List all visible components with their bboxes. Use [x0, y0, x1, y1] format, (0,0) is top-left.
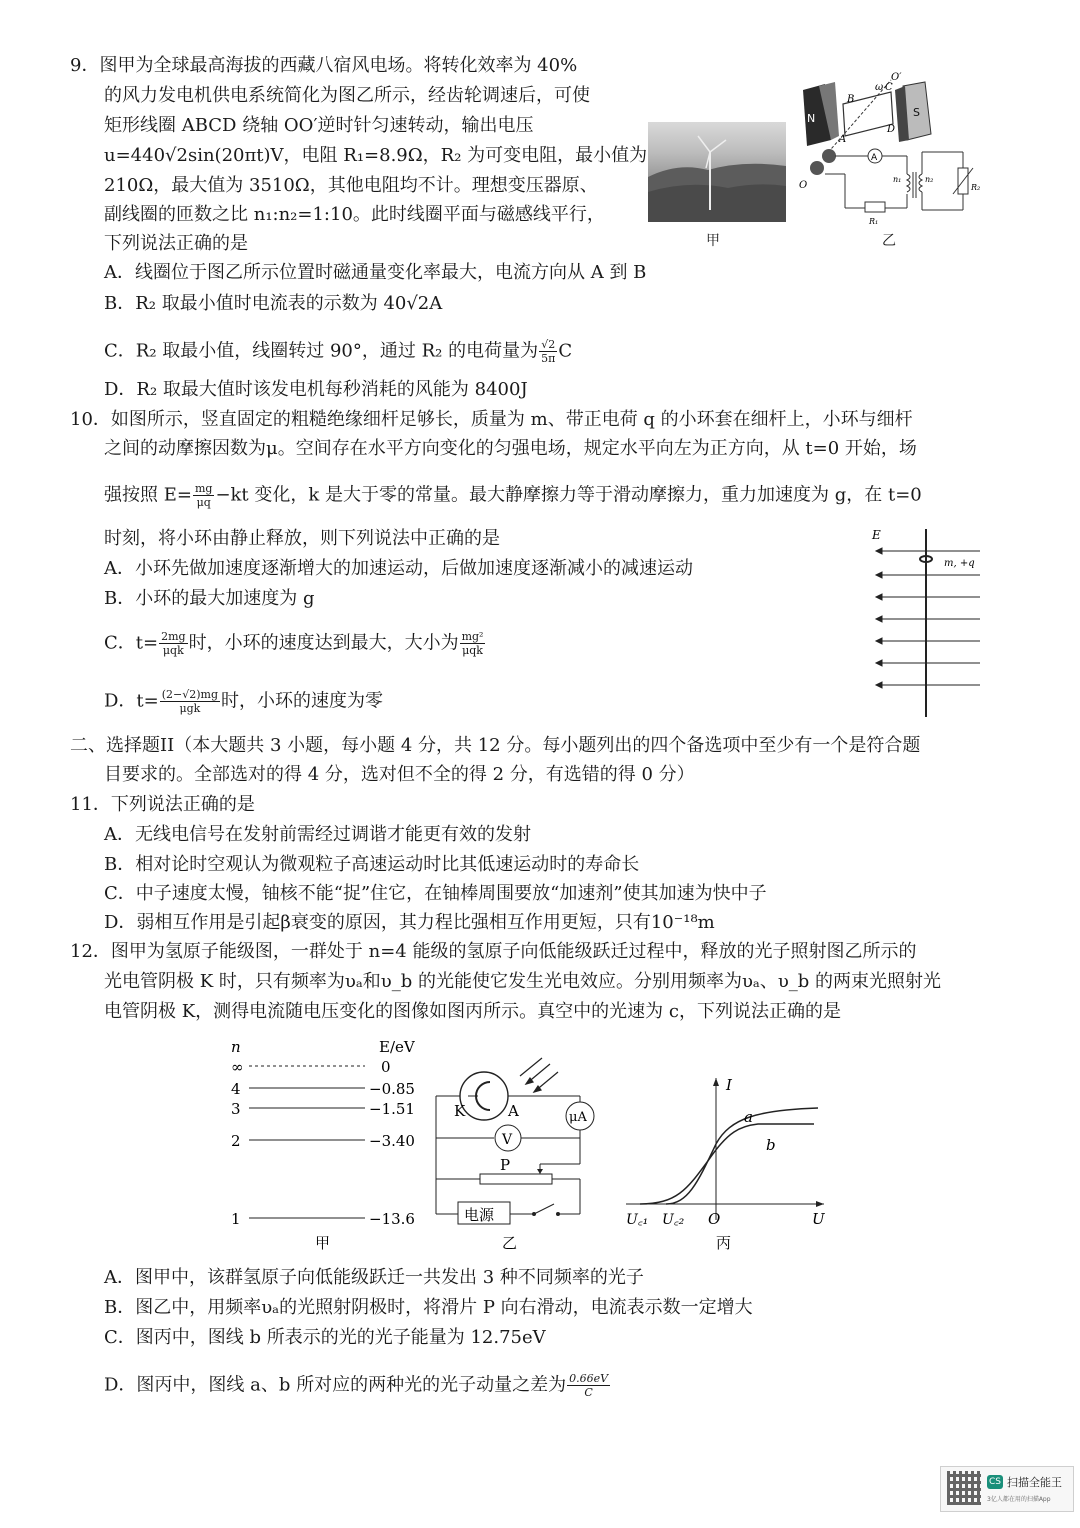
q9-option-c-fraction: [539, 338, 557, 365]
q10-option-a: A．小环先做加速度逐渐增大的加速运动，后做加速度逐渐减小的减速运动: [104, 558, 693, 579]
cathode-k-label: K: [454, 1102, 466, 1120]
anode-a-label: A: [508, 1102, 519, 1120]
q9-line-3: 矩形线圈 ABCD 绕轴 OO′逆时针匀速转动，输出电压: [104, 115, 534, 136]
q9-line-5: 210Ω，最大值为 3510Ω，其他电阻均不计。理想变压器原、: [104, 175, 598, 196]
q10-option-d: [104, 688, 383, 715]
q12-option-d: [104, 1372, 611, 1399]
axis-u-label: U: [812, 1210, 825, 1228]
fraction-numerator: 2mg: [161, 630, 186, 643]
curve-a: [666, 1108, 818, 1204]
uc2-label: U꜀₂: [662, 1212, 685, 1228]
section-2-line-2: 目要求的。全部选对的得 4 分，选对但不全的得 2 分，有选错的得 0 分）: [104, 764, 695, 785]
q10-field-diagram: [868, 525, 988, 720]
q10-line-3-prefix: 强按照 E=: [104, 484, 192, 506]
q10-option-c: [104, 630, 486, 657]
slider-p-label: P: [500, 1156, 511, 1174]
q9-line-4: u=440√2sin(20πt)V，电阻 R₁=8.9Ω，R₂ 为可变电阻，最小值为: [104, 145, 648, 166]
power-source-label: 电源: [464, 1206, 495, 1224]
q9-option-c-unit: C: [558, 340, 573, 362]
q9-option-c-text: C．R₂ 取最小值，线圈转过 90°，通过 R₂ 的电荷量为: [104, 340, 539, 362]
q12-line-3: 电管阴极 K，测得电流随电压变化的图像如图丙所示。真空中的光速为 c，下列说法正确的是: [104, 1001, 841, 1022]
omega-label: ω: [875, 82, 884, 93]
r1-label: R₁: [869, 217, 879, 226]
level-e-2: −3.40: [369, 1132, 415, 1150]
q12-option-d-text: D．图丙中，图线 a、b 所对应的两种光的光子动量之差为: [104, 1374, 567, 1396]
section-2-line-1: 二、选择题II（本大题共 3 小题，每小题 4 分，共 12 分。每小题列出的四个备选项中至少有一个是符合题: [70, 735, 921, 756]
magnet-s-label: S: [913, 106, 920, 119]
wind-farm-photo: [648, 122, 786, 222]
q11-option-d: D．弱相互作用是引起β衰变的原因，其力程比强相互作用更短，只有10⁻¹⁸m: [104, 912, 715, 933]
microammeter-label: μA: [569, 1110, 587, 1125]
level-n-1: 1: [231, 1210, 241, 1228]
voltmeter-label: V: [502, 1132, 513, 1148]
q11-option-a: A．无线电信号在发射前需经过调谐才能更有效的发射: [104, 824, 531, 845]
camscanner-logo: CS: [989, 1477, 1001, 1487]
level-e-3: −1.51: [369, 1100, 415, 1118]
q9-option-d: D．R₂ 取最大值时该发电机每秒消耗的风能为 8400J: [104, 379, 528, 400]
q9-generator-diagram: [795, 70, 985, 230]
q10-option-d-suffix: 时，小环的速度为零: [221, 690, 384, 712]
q10-option-c-fraction-2: [460, 630, 486, 657]
axis-i-label: I: [726, 1076, 732, 1094]
fraction-denominator: μq: [196, 496, 211, 509]
fraction-numerator: (2−√2)mg: [161, 688, 219, 701]
q10-option-c-middle: 时，小环的速度达到最大，大小为: [188, 632, 459, 654]
q10-line-3: [104, 482, 922, 509]
q10-line-4: 时刻，将小环由静止释放，则下列说法中正确的是: [104, 528, 500, 549]
scanner-app-name: 扫描全能王: [1007, 1476, 1062, 1489]
q9-option-a: A．线圈位于图乙所示位置时磁通量变化率最大，电流方向从 A 到 B: [104, 262, 647, 283]
q10-field-fraction: [193, 482, 214, 509]
origin-label: O: [708, 1210, 721, 1228]
fraction-denominator: μqk: [162, 644, 184, 657]
q9-fig-jia-caption: 甲: [706, 233, 720, 249]
q12-line-1: 12．图甲为氢原子能级图，一群处于 n=4 能级的氢原子向低能级跃迁过程中，释放的光子照射图乙所示的: [70, 941, 917, 962]
level-e-1: −13.6: [369, 1210, 415, 1228]
q11-option-b: B．相对论时空观认为微观粒子高速运动时比其低速运动时的寿命长: [104, 854, 640, 875]
q10-line-3-suffix: −kt 变化，k 是大于零的常量。最大静摩擦力等于滑动摩擦力，重力加速度为 g，在 t=0: [215, 484, 922, 506]
n1-label: n₁: [893, 175, 902, 184]
q12-option-a: A．图甲中，该群氢原子向低能级跃迁一共发出 3 种不同频率的光子: [104, 1267, 644, 1288]
q9-line-1: 9．图甲为全球最高海拔的西藏八宿风电场。将转化效率为 40%: [70, 55, 578, 76]
coil-d-label: D: [887, 124, 896, 135]
r2-label: R₂: [971, 183, 981, 192]
q10-line-1: 10．如图所示，竖直固定的粗糙绝缘细杆足够长，质量为 m、带正电荷 q 的小环套在细杆上，小环与细杆: [70, 409, 913, 430]
q9-fig-yi-caption: 乙: [882, 233, 896, 249]
q9-line-2: 的风力发电机供电系统简化为图乙所示，经齿轮调速后，可使: [104, 85, 590, 106]
fraction-denominator: C: [584, 1386, 593, 1399]
q10-option-c-fraction-1: [159, 630, 187, 657]
fraction-numerator: mg²: [461, 630, 484, 643]
coil-a-label: A: [839, 134, 847, 145]
q12-fig-bing-caption: 丙: [716, 1234, 732, 1252]
level-e-4: −0.85: [369, 1080, 415, 1098]
fraction-denominator: μqk: [462, 644, 483, 657]
fraction-numerator: mg: [194, 482, 213, 495]
q10-option-d-prefix: D．t=: [104, 690, 159, 712]
level-n-4: 4: [231, 1080, 241, 1098]
level-e-header: E/eV: [379, 1038, 415, 1056]
level-n-3: 3: [231, 1100, 241, 1118]
coil-b-label: B: [847, 94, 855, 105]
curve-b: [640, 1124, 814, 1204]
q12-fig-yi-caption: 乙: [502, 1234, 518, 1252]
q9-line-6: 副线圈的匝数之比 n₁:n₂=1:10。此时线圈平面与磁感线平行，: [104, 204, 605, 225]
q12-fig-jia-caption: 甲: [315, 1234, 331, 1252]
q11-option-c: C．中子速度太慢，铀核不能“捉”住它，在铀棒周围要放“加速剂”使其加速为快中子: [104, 883, 767, 904]
q12-phototube-circuit: [428, 1054, 608, 1254]
fraction-denominator: 5π: [541, 352, 556, 365]
q9-option-c: [104, 338, 572, 365]
ring-label: m, +q: [944, 558, 975, 569]
q12-energy-level-diagram: [225, 1036, 425, 1254]
fraction-denominator: μgk: [179, 702, 201, 715]
level-n-header: n: [231, 1038, 241, 1056]
n2-label: n₂: [925, 175, 934, 184]
q12-option-d-fraction: [567, 1372, 610, 1399]
q12-current-voltage-graph: [618, 1070, 838, 1254]
q12-line-2: 光电管阴极 K 时，只有频率为υₐ和υ_b 的光能使它发生光电效应。分别用频率为υₐ、υ_b 的两束光照射光: [104, 971, 942, 992]
qr-code-icon: [947, 1471, 981, 1505]
q12-option-b: B．图乙中，用频率υₐ的光照射阴极时，将滑片 P 向右滑动，电流表示数一定增大: [104, 1297, 753, 1318]
curve-b-label: b: [766, 1136, 776, 1154]
scanner-watermark: [940, 1466, 1074, 1512]
q12-option-c: C．图丙中，图线 b 所表示的光的光子能量为 12.75eV: [104, 1327, 546, 1348]
q11-stem: 11．下列说法正确的是: [70, 794, 255, 815]
fraction-numerator: √2: [539, 338, 557, 352]
level-n-2: 2: [231, 1132, 241, 1150]
q10-option-b: B．小环的最大加速度为 g: [104, 588, 315, 609]
q10-option-d-fraction: [160, 688, 220, 715]
ammeter-label: A: [871, 153, 878, 163]
uc1-label: U꜀₁: [626, 1212, 649, 1228]
q9-line-7: 下列说法正确的是: [104, 233, 248, 254]
curve-a-label: a: [744, 1108, 753, 1126]
field-e-label: E: [872, 528, 881, 542]
level-e-inf: 0: [381, 1058, 391, 1076]
scanner-app-tagline: 3亿人都在用的扫描App: [987, 1496, 1051, 1503]
coil-c-label: C: [885, 82, 893, 93]
fraction-numerator: 0.66eV: [569, 1372, 609, 1385]
axis-o-prime-label: O′: [891, 72, 902, 83]
q9-option-b: B．R₂ 取最小值时电流表的示数为 40√2A: [104, 293, 443, 314]
q10-option-c-prefix: C．t=: [104, 632, 159, 654]
axis-o-label: O: [799, 180, 808, 191]
q10-line-2: 之间的动摩擦因数为μ。空间存在水平方向变化的匀强电场，规定水平向左为正方向，从 t=0 开始，场: [104, 438, 917, 459]
level-n-inf: ∞: [231, 1058, 244, 1076]
magnet-n-label: N: [807, 112, 816, 125]
